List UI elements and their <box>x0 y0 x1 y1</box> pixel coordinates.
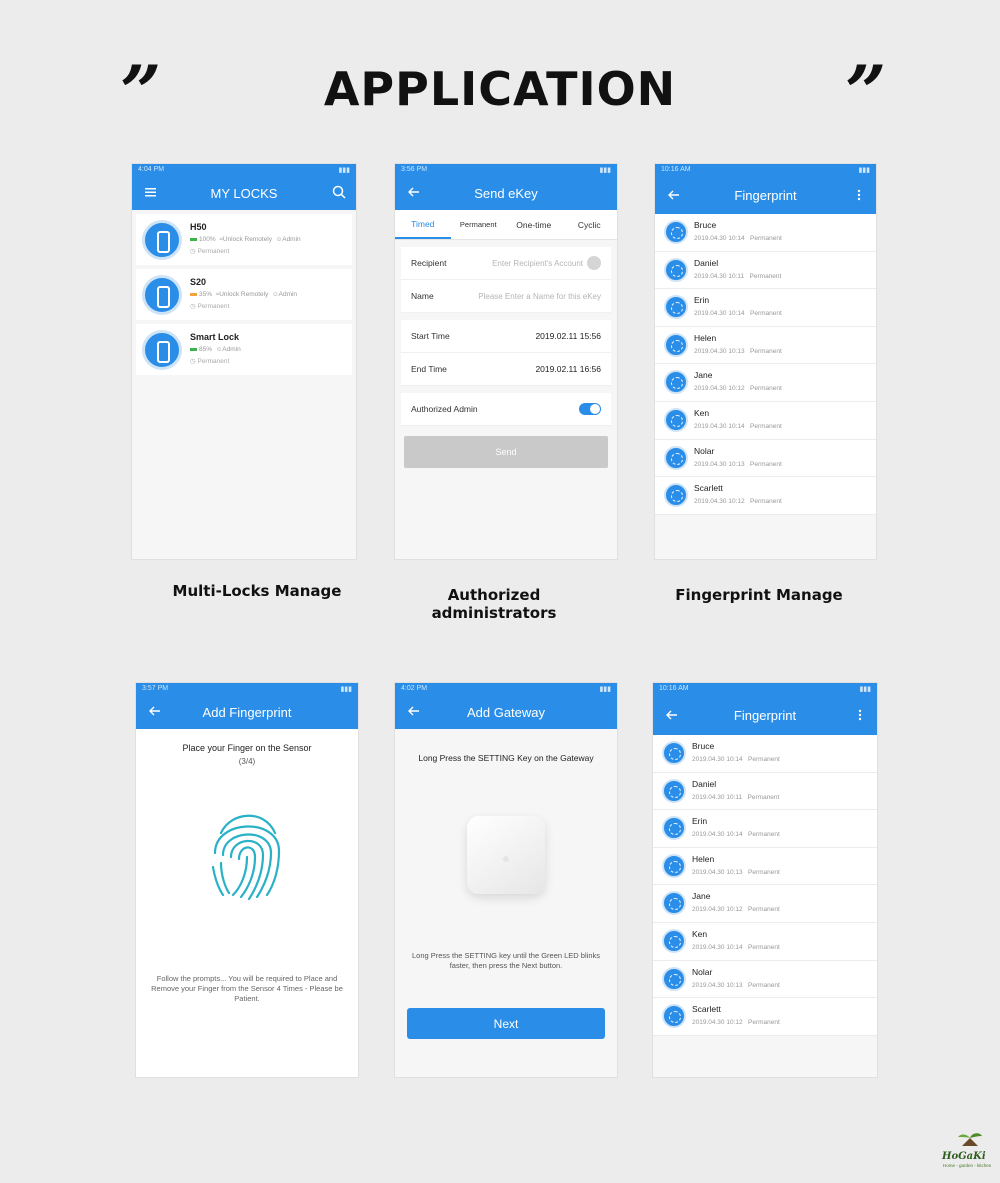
back-arrow-icon[interactable] <box>667 188 681 202</box>
fingerprint-date: 2019.04.30 10:12 <box>694 385 745 393</box>
fingerprint-row[interactable] <box>655 402 876 440</box>
gateway-device-image <box>467 816 545 894</box>
app-bar <box>655 176 876 214</box>
fingerprint-validity: Permanent <box>750 310 782 318</box>
remote-unlock-icon: ≈ <box>219 236 223 243</box>
fingerprint-avatar-icon <box>662 929 686 953</box>
fingerprint-meta <box>694 385 782 392</box>
lock-name: H50 <box>190 222 207 232</box>
fingerprint-validity: Permanent <box>750 460 782 468</box>
fingerprint-avatar-icon <box>664 370 688 394</box>
fingerprint-validity: Permanent <box>750 385 782 393</box>
fingerprint-date: 2019.04.30 10:11 <box>694 272 745 280</box>
signal-icon: ▮▮▮ <box>599 686 611 693</box>
lock-icon <box>142 275 182 315</box>
fingerprint-date: 2019.04.30 10:12 <box>694 498 745 506</box>
fingerprint-meta <box>692 1019 780 1026</box>
fingerprint-date: 2019.04.30 10:14 <box>694 235 745 242</box>
fingerprint-row[interactable] <box>655 477 876 515</box>
start-time-row[interactable] <box>401 320 611 353</box>
signal-icon: ▮▮▮ <box>859 686 871 693</box>
status-bar <box>395 164 617 176</box>
fingerprint-date: 2019.04.30 10:13 <box>692 981 743 989</box>
status-bar <box>655 164 876 176</box>
fingerprint-validity: Permanent <box>748 831 780 839</box>
fingerprint-avatar-icon <box>664 333 688 357</box>
fingerprint-date: 2019.04.30 10:13 <box>692 868 743 876</box>
fingerprint-name: Nolar <box>692 966 713 977</box>
battery-level: 35% <box>199 291 213 298</box>
search-icon[interactable] <box>332 185 346 199</box>
screen-title: Send eKey <box>474 185 538 201</box>
caption-multi-locks: Multi-Locks Manage <box>172 582 342 600</box>
tab-permanent[interactable]: Permanent <box>459 220 497 229</box>
fingerprint-validity: Permanent <box>747 793 780 801</box>
battery-level: 85% <box>199 346 213 353</box>
hogaki-logo <box>942 1130 998 1150</box>
signal-icon: ▮▮▮ <box>338 167 350 174</box>
quote-mark-left: ” <box>120 49 162 134</box>
send-ekey-screen <box>395 164 617 559</box>
fingerprint-date: 2019.04.30 10:14 <box>694 310 745 318</box>
caption-fingerprint: Fingerprint Manage <box>675 586 843 604</box>
fingerprint-date: 2019.04.30 10:14 <box>692 943 743 951</box>
lock-card[interactable] <box>136 324 352 375</box>
status-time: 4:02 PM <box>401 685 428 692</box>
fingerprint-date: 2019.04.30 10:13 <box>694 460 745 468</box>
status-time: 10:16 AM <box>661 166 691 173</box>
back-arrow-icon[interactable] <box>407 704 421 718</box>
end-time-row[interactable] <box>401 353 611 386</box>
fingerprint-name: Helen <box>692 853 715 864</box>
fingerprint-validity: Permanent <box>748 868 780 876</box>
fingerprint-icon <box>207 803 287 903</box>
back-arrow-icon[interactable] <box>148 704 162 718</box>
fingerprint-name: Ken <box>694 407 710 418</box>
status-time: 3:57 PM <box>142 685 169 692</box>
admin-group <box>401 393 611 426</box>
fingerprint-validity: Permanent <box>748 943 780 951</box>
fingerprint-date: 2019.04.30 10:14 <box>692 756 743 763</box>
remote-unlock-label: Unlock Remotely <box>222 236 272 243</box>
fingerprint-avatar-icon <box>662 779 686 803</box>
name-row[interactable] <box>401 280 611 313</box>
more-options-icon[interactable] <box>853 708 867 722</box>
end-time-value[interactable]: 2019.02.11 16:56 <box>535 364 601 374</box>
fingerprint-row[interactable] <box>655 289 876 327</box>
app-bar <box>395 176 617 210</box>
fingerprint-avatar-icon <box>662 854 686 878</box>
fingerprint-meta <box>694 423 782 430</box>
signal-icon: ▮▮▮ <box>599 167 611 174</box>
fingerprint-progress: (3/4) <box>238 757 256 766</box>
fingerprint-name: Helen <box>694 332 717 343</box>
fingerprint-list <box>655 214 876 515</box>
back-arrow-icon[interactable] <box>407 185 421 199</box>
fingerprint-name: Jane <box>694 370 713 381</box>
logo-name: HoGaKi <box>942 1151 986 1162</box>
lock-card[interactable] <box>136 214 352 265</box>
fingerprint-avatar-icon <box>664 483 688 507</box>
fingerprint-validity: Permanent <box>748 981 780 989</box>
fingerprint-date: 2019.04.30 10:12 <box>692 906 743 914</box>
fingerprint-row[interactable] <box>655 364 876 402</box>
fingerprint-validity: Permanent <box>750 235 782 242</box>
fingerprint-validity: Permanent <box>748 1019 780 1027</box>
back-arrow-icon[interactable] <box>665 708 679 722</box>
app-bar <box>132 176 356 210</box>
battery-icon <box>190 238 197 241</box>
fingerprint-avatar-icon <box>662 967 686 991</box>
start-time-value[interactable]: 2019.02.11 15:56 <box>535 331 601 341</box>
fingerprint-avatar-icon <box>662 741 686 765</box>
lock-status <box>190 236 301 243</box>
remote-unlock-icon: ≈ <box>215 291 220 298</box>
fingerprint-date: 2019.04.30 10:14 <box>692 831 743 839</box>
screen-title: Fingerprint <box>733 707 797 723</box>
end-time-label: End Time <box>411 364 447 374</box>
gateway-detail: Long Press the SETTING key until the Green LED blinks faster, then press the Next button. <box>411 951 600 971</box>
admin-icon: ☺ <box>275 236 283 243</box>
fingerprint-name: Daniel <box>694 257 719 268</box>
fingerprint-name: Bruce <box>692 741 715 751</box>
fingerprint-name: Scarlett <box>692 1004 721 1015</box>
fingerprint-avatar-icon <box>664 220 688 244</box>
authorized-admin-label: Authorized Admin <box>411 404 478 414</box>
lock-validity <box>190 357 229 365</box>
fingerprint-date: 2019.04.30 10:11 <box>692 793 743 801</box>
ekey-type-tabs <box>395 210 617 240</box>
lock-card[interactable] <box>136 269 352 320</box>
fingerprint-list <box>653 735 877 1036</box>
fingerprint-row[interactable] <box>655 252 876 290</box>
fingerprint-meta <box>692 906 780 913</box>
fingerprint-date: 2019.04.30 10:13 <box>694 347 745 355</box>
fingerprint-name: Ken <box>692 928 708 939</box>
recipient-label: Recipient <box>411 258 447 268</box>
fingerprint-name: Daniel <box>692 778 717 789</box>
gateway-instruction: Long Press the SETTING Key on the Gateway <box>418 753 594 763</box>
lock-status <box>190 291 297 298</box>
fingerprint-name: Nolar <box>694 445 715 456</box>
fingerprint-name: Scarlett <box>694 483 723 494</box>
fingerprint-validity: Permanent <box>750 422 782 430</box>
fingerprint-avatar-icon <box>662 1004 686 1028</box>
fingerprint-validity: Permanent <box>748 906 780 914</box>
admin-icon: ☺ <box>271 291 279 298</box>
status-bar <box>395 683 617 695</box>
role-label: Admin <box>282 236 301 243</box>
fingerprint-avatar-icon <box>664 258 688 282</box>
fingerprint-row[interactable] <box>655 440 876 478</box>
recipient-row[interactable] <box>401 247 611 280</box>
fingerprint-name: Erin <box>694 295 710 306</box>
fingerprint-validity: Permanent <box>749 272 782 280</box>
fingerprint-avatar-icon <box>664 408 688 432</box>
status-bar <box>136 683 358 695</box>
admin-icon: ☺ <box>215 346 223 353</box>
lock-icon <box>142 220 182 260</box>
battery-icon <box>190 293 197 296</box>
tab-cyclic[interactable]: Cyclic <box>577 219 601 230</box>
fingerprint-row[interactable] <box>653 885 877 923</box>
time-group <box>401 320 611 386</box>
tab-one-time[interactable]: One-time <box>516 219 552 230</box>
app-bar <box>136 695 358 729</box>
fingerprint-meta <box>692 794 779 801</box>
lock-validity <box>190 302 229 310</box>
app-bar <box>395 695 617 729</box>
status-time: 3:56 PM <box>401 166 428 173</box>
authorized-admin-toggle[interactable] <box>579 403 601 415</box>
start-time-label: Start Time <box>411 331 450 341</box>
fingerprint-avatar-icon <box>664 446 688 470</box>
fingerprint-meta <box>694 348 782 355</box>
remote-unlock-label: Unlock Remotely <box>219 291 269 298</box>
my-locks-screen <box>132 164 356 559</box>
fingerprint-row[interactable] <box>653 773 877 811</box>
role-label: Admin <box>222 346 241 353</box>
status-time: 4:04 PM <box>138 166 165 173</box>
fingerprint-meta <box>692 982 780 989</box>
fingerprint-meta <box>694 273 781 280</box>
lock-list <box>132 214 356 375</box>
fingerprint-meta <box>692 831 780 838</box>
fingerprint-instruction: Place your Finger on the Sensor <box>182 743 312 753</box>
status-time: 10:16 AM <box>659 685 689 692</box>
fingerprint-validity: Permanent <box>750 498 782 506</box>
fingerprint-row[interactable] <box>655 327 876 365</box>
fingerprint-validity: Permanent <box>750 347 782 355</box>
fingerprint-row[interactable] <box>653 735 877 773</box>
fingerprint-meta <box>694 235 782 242</box>
fingerprint-meta <box>694 461 782 468</box>
fingerprint-avatar-icon <box>662 891 686 915</box>
page-title: APPLICATION <box>323 62 677 116</box>
battery-level: 100% <box>199 236 216 243</box>
next-button[interactable]: Next <box>407 1008 605 1039</box>
name-input[interactable]: Please Enter a Name for this eKey <box>478 291 601 301</box>
fingerprint-name: Erin <box>692 816 708 827</box>
fingerprint-meta <box>692 756 780 763</box>
fingerprint-validity: Permanent <box>748 756 780 763</box>
fingerprint-prompt: Follow the prompts... You will be required to Place and Remove your Finger from the Sensor 4 Times - Please be Patient. <box>151 974 343 1004</box>
caption-authorized: Authorized administrators <box>431 586 557 622</box>
fingerprint-screen-top <box>655 164 876 559</box>
fingerprint-row[interactable] <box>653 961 877 999</box>
send-button[interactable]: Send <box>404 436 608 468</box>
app-bar <box>653 695 877 735</box>
fingerprint-meta <box>694 310 782 317</box>
quote-mark-right: ” <box>845 49 887 134</box>
fingerprint-avatar-icon <box>662 816 686 840</box>
recipient-group <box>401 247 611 313</box>
signal-icon: ▮▮▮ <box>340 686 352 693</box>
lock-name: S20 <box>190 277 207 287</box>
clock-icon: ◷ <box>190 358 198 365</box>
add-gateway-screen <box>395 683 617 1077</box>
fingerprint-date: 2019.04.30 10:14 <box>694 422 745 430</box>
fingerprint-date: 2019.04.30 10:12 <box>692 1019 743 1027</box>
clock-icon: ◷ <box>190 248 198 255</box>
clock-icon: ◷ <box>190 303 198 310</box>
tab-timed[interactable]: Timed <box>395 210 451 239</box>
contact-icon[interactable] <box>587 256 601 270</box>
name-label: Name <box>411 291 434 301</box>
lock-name: Smart Lock <box>190 332 240 342</box>
recipient-input[interactable]: Enter Recipient's Account <box>492 258 583 268</box>
fingerprint-avatar-icon <box>664 295 688 319</box>
fingerprint-name: Bruce <box>694 220 717 230</box>
lock-status <box>190 346 241 353</box>
fingerprint-row[interactable] <box>653 923 877 961</box>
validity-label: Permanent <box>197 358 230 365</box>
lock-validity <box>190 247 229 255</box>
screen-title: Fingerprint <box>734 187 797 203</box>
fingerprint-screen-bottom <box>653 683 877 1077</box>
fingerprint-meta <box>692 944 780 951</box>
fingerprint-row[interactable] <box>655 214 876 252</box>
authorized-admin-row <box>401 393 611 426</box>
screen-title: MY LOCKS <box>210 185 278 201</box>
screen-title: Add Gateway <box>466 704 546 720</box>
fingerprint-row[interactable] <box>653 848 877 886</box>
fingerprint-row[interactable] <box>653 810 877 848</box>
fingerprint-row[interactable] <box>653 998 877 1036</box>
fingerprint-name: Jane <box>692 891 711 902</box>
lock-icon <box>142 330 182 370</box>
fingerprint-meta <box>692 869 780 876</box>
validity-label: Permanent <box>197 248 230 255</box>
fingerprint-meta <box>694 498 782 505</box>
validity-label: Permanent <box>197 303 230 310</box>
screen-title: Add Fingerprint <box>202 704 292 720</box>
more-options-icon[interactable] <box>852 188 866 202</box>
status-bar <box>653 683 877 695</box>
menu-icon[interactable] <box>144 185 158 199</box>
role-label: Admin <box>278 291 298 298</box>
status-bar <box>132 164 356 176</box>
logo-tagline: Home - garden - kitchen <box>943 1163 992 1168</box>
battery-icon <box>190 348 197 351</box>
add-fingerprint-screen <box>136 683 358 1077</box>
signal-icon: ▮▮▮ <box>858 167 870 174</box>
